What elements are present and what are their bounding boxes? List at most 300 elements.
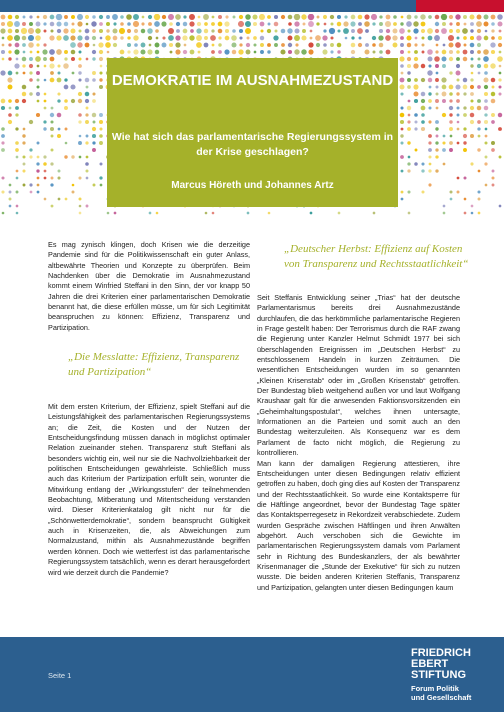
decor-dot (35, 56, 41, 62)
decor-dot (407, 85, 411, 89)
decor-dot (1, 22, 5, 26)
decor-dot (385, 21, 391, 27)
decor-dot (413, 84, 418, 89)
decor-dot (449, 127, 453, 131)
decor-dot (464, 198, 467, 201)
decor-dot (477, 57, 480, 60)
decor-dot (288, 50, 292, 54)
decor-dot (85, 120, 89, 124)
decor-dot (43, 22, 46, 25)
decor-dot (168, 28, 174, 34)
decor-dot (22, 64, 25, 67)
decor-dot (212, 16, 215, 19)
decor-dot (476, 21, 482, 27)
decor-dot (443, 212, 446, 215)
decor-dot (36, 43, 39, 46)
decor-dot (43, 127, 46, 130)
decor-dot (56, 35, 61, 40)
decor-dot (498, 127, 502, 131)
decor-dot (345, 37, 348, 40)
decor-dot (225, 29, 229, 33)
section-heading-herbst: „Deutscher Herbst: Effizienz auf Kosten von Transparenz und Rechtsstaatlichkeit“ (284, 243, 469, 270)
decor-dot (63, 63, 69, 69)
decor-dot (310, 212, 313, 215)
decor-dot (443, 44, 446, 47)
decor-dot (70, 35, 75, 40)
decor-dot (477, 190, 480, 193)
decor-dot (210, 35, 216, 41)
decor-dot (434, 56, 440, 62)
decor-dot (2, 58, 5, 61)
decor-dot (428, 120, 431, 123)
decor-dot (484, 71, 488, 75)
decor-dot (126, 14, 132, 20)
decor-dot (50, 127, 54, 131)
decor-dot (400, 120, 404, 124)
decor-dot (183, 50, 187, 54)
decor-dot (15, 29, 19, 33)
decor-dot (456, 92, 459, 95)
decor-dot (421, 162, 424, 165)
decor-dot (1, 106, 5, 110)
decor-dot (79, 205, 82, 208)
decor-dot (365, 43, 369, 47)
decor-dot (149, 44, 152, 47)
decor-dot (463, 148, 467, 152)
decor-dot (491, 22, 495, 26)
decor-dot (379, 29, 383, 33)
decor-dot (56, 14, 62, 20)
decor-dot (358, 15, 363, 20)
decor-dot (294, 35, 300, 41)
decor-dot (0, 28, 5, 33)
decor-dot (442, 99, 446, 103)
decor-dot (78, 71, 81, 74)
decor-dot (436, 72, 439, 75)
decor-dot (16, 177, 19, 180)
decor-dot (337, 43, 342, 48)
decor-dot (78, 141, 82, 145)
decor-dot (44, 30, 47, 33)
decor-dot (498, 92, 501, 95)
decor-dot (470, 64, 473, 67)
decor-dot (301, 49, 306, 54)
decor-dot (253, 36, 257, 40)
decor-dot (0, 70, 5, 75)
decor-dot (22, 36, 27, 41)
decor-dot (99, 141, 103, 145)
decor-dot (478, 198, 481, 201)
section-heading-messlatte: „Die Messlatte: Effizienz, Transparenz und Partizipation“ (68, 351, 240, 378)
decor-dot (36, 71, 40, 75)
decor-dot (37, 156, 40, 159)
decor-dot (428, 148, 432, 152)
decor-dot (400, 134, 403, 137)
decor-dot (8, 120, 12, 124)
decor-dot (212, 212, 215, 215)
decor-dot (218, 36, 221, 39)
decor-dot (456, 99, 460, 103)
decor-dot (400, 141, 403, 144)
decor-dot (274, 15, 278, 19)
decor-dot (337, 50, 340, 53)
decor-dot (64, 57, 67, 60)
decor-dot (456, 57, 460, 61)
decor-dot (414, 113, 418, 117)
decor-dot (449, 50, 453, 54)
decor-dot (484, 64, 489, 69)
decor-dot (64, 85, 69, 90)
decor-dot (477, 43, 481, 47)
decor-dot (1, 99, 6, 104)
decor-dot (100, 163, 103, 166)
decor-dot (421, 92, 426, 97)
decor-dot (43, 43, 46, 46)
decor-dot (499, 65, 502, 68)
decor-dot (267, 15, 271, 19)
decor-dot (463, 15, 467, 19)
decor-dot (15, 113, 18, 116)
decor-dot (204, 22, 208, 26)
decor-dot (120, 36, 123, 39)
decor-dot (7, 77, 12, 82)
decor-dot (85, 29, 90, 34)
decor-dot (385, 35, 391, 41)
decor-dot (477, 29, 481, 33)
decor-dot (245, 21, 251, 27)
decor-dot (322, 49, 327, 54)
decor-dot (478, 170, 481, 173)
decor-dot (421, 190, 424, 193)
decor-dot (401, 128, 404, 131)
decor-dot (379, 15, 382, 18)
decor-dot (351, 15, 356, 20)
decor-dot (21, 28, 27, 34)
decor-dot (196, 28, 201, 33)
decor-dot (22, 99, 26, 103)
page-number: Seite 1 (48, 671, 72, 680)
decor-dot (224, 21, 229, 26)
decor-dot (78, 176, 81, 179)
decor-dot (483, 77, 488, 82)
decor-dot (1, 148, 5, 152)
decor-dot (287, 28, 292, 33)
decor-dot (310, 30, 313, 33)
decor-dot (231, 42, 236, 47)
decor-dot (343, 28, 349, 34)
decor-dot (428, 183, 431, 186)
decor-dot (429, 163, 432, 166)
decor-dot (407, 141, 410, 144)
decor-dot (92, 99, 96, 103)
decor-dot (225, 36, 230, 41)
decor-dot (85, 162, 89, 166)
decor-dot (484, 162, 487, 165)
decor-dot (119, 28, 125, 34)
decor-dot (428, 15, 432, 19)
decor-dot (421, 127, 425, 131)
decor-dot (15, 127, 18, 130)
decor-dot (414, 120, 417, 123)
decor-dot (330, 36, 333, 39)
decor-dot (253, 22, 257, 26)
decor-dot (463, 92, 466, 95)
decor-dot (134, 43, 138, 47)
decor-dot (260, 22, 265, 27)
decor-dot (78, 99, 82, 103)
decor-dot (421, 43, 424, 46)
decor-dot (218, 43, 221, 46)
decor-dot (239, 43, 242, 46)
decor-dot (79, 198, 82, 201)
decor-dot (428, 78, 432, 82)
decor-dot (99, 57, 103, 61)
decor-dot (491, 176, 494, 179)
decor-dot (99, 78, 102, 81)
decor-dot (413, 21, 418, 26)
decor-dot (9, 184, 12, 187)
decor-dot (57, 64, 60, 67)
decor-dot (471, 212, 474, 215)
decor-dot (14, 35, 20, 41)
decor-dot (105, 42, 111, 48)
decor-dot (99, 29, 103, 33)
decor-dot (37, 177, 40, 180)
decor-dot (113, 22, 116, 25)
decor-dot (105, 35, 110, 40)
decor-dot (330, 22, 333, 25)
decor-dot (429, 86, 432, 89)
decor-dot (288, 15, 293, 20)
decor-dot (57, 29, 61, 33)
decor-dot (407, 64, 411, 68)
decor-dot (23, 128, 26, 131)
decor-dot (371, 14, 377, 20)
decor-dot (29, 148, 32, 151)
decor-dot (65, 198, 68, 201)
decor-dot (64, 22, 68, 26)
decor-dot (463, 85, 468, 90)
decor-dot (337, 22, 341, 26)
decor-dot (99, 134, 103, 138)
decor-dot (43, 120, 46, 123)
decor-dot (491, 15, 496, 20)
decor-dot (428, 169, 431, 172)
decor-dot (37, 79, 40, 82)
decor-dot (414, 92, 419, 97)
decor-dot (85, 92, 90, 97)
decor-dot (463, 127, 466, 130)
decor-dot (224, 49, 229, 54)
decor-dot (1, 190, 4, 193)
decor-dot (148, 36, 152, 40)
decor-dot (77, 21, 82, 26)
decor-dot (428, 134, 432, 138)
decor-dot (456, 78, 459, 81)
decor-dot (252, 14, 257, 19)
decor-dot (435, 155, 438, 158)
decor-dot (92, 15, 95, 18)
decor-dot (484, 36, 489, 41)
decor-dot (317, 16, 320, 19)
decor-dot (471, 72, 474, 75)
decor-dot (14, 63, 19, 68)
decor-dot (400, 92, 403, 95)
decor-dot (141, 29, 145, 33)
decor-dot (386, 15, 391, 20)
decor-dot (301, 35, 306, 40)
decor-dot (456, 22, 460, 26)
decor-dot (190, 29, 194, 33)
decor-dot (351, 43, 356, 48)
decor-dot (497, 56, 503, 62)
decor-dot (70, 28, 75, 33)
decor-dot (170, 51, 173, 54)
decor-dot (64, 78, 67, 81)
decor-dot (323, 43, 327, 47)
decor-dot (442, 92, 447, 97)
decor-dot (162, 15, 166, 19)
decor-dot (78, 113, 82, 117)
decor-dot (450, 135, 453, 138)
decor-dot (99, 120, 103, 124)
decor-dot (485, 128, 488, 131)
decor-dot (64, 99, 68, 103)
decor-dot (414, 99, 418, 103)
decor-dot (490, 63, 495, 68)
decor-dot (414, 50, 418, 54)
decor-dot (239, 29, 243, 33)
decor-dot (477, 120, 481, 124)
decor-dot (337, 29, 340, 32)
decor-dot (471, 58, 474, 61)
decor-dot (449, 92, 453, 96)
decor-dot (393, 22, 397, 26)
decor-dot (470, 162, 473, 165)
decor-dot (498, 43, 502, 47)
top-band-accent (416, 0, 504, 12)
decor-dot (407, 169, 410, 172)
decor-dot (413, 28, 418, 33)
decor-dot (420, 14, 425, 19)
decor-dot (98, 42, 103, 47)
decor-dot (463, 36, 467, 40)
decor-dot (268, 23, 271, 26)
decor-dot (498, 36, 502, 40)
decor-dot (449, 57, 453, 61)
decor-dot (78, 120, 81, 123)
decor-dot (455, 84, 460, 89)
decor-dot (401, 16, 404, 19)
decor-dot (294, 28, 299, 33)
decor-dot (484, 141, 487, 144)
decor-dot (477, 127, 480, 130)
decor-dot (8, 29, 13, 34)
decor-dot (2, 37, 5, 40)
decor-dot (456, 29, 460, 33)
decor-dot (86, 58, 89, 61)
decor-dot (8, 99, 12, 103)
decor-dot (407, 43, 411, 47)
decor-dot (133, 35, 138, 40)
decor-dot (400, 64, 404, 68)
decor-dot (491, 141, 495, 145)
decor-dot (37, 191, 40, 194)
decor-dot (441, 77, 446, 82)
decor-dot (476, 35, 481, 40)
decor-dot (308, 14, 315, 20)
decor-dot (85, 141, 88, 144)
decor-dot (449, 85, 454, 90)
decor-dot (483, 56, 489, 62)
decor-dot (408, 212, 411, 215)
decor-dot (93, 121, 96, 124)
decor-dot (50, 120, 53, 123)
decor-dot (288, 36, 293, 41)
decor-dot (37, 100, 40, 103)
decor-dot (112, 28, 117, 33)
decor-dot (99, 15, 103, 19)
decor-dot (301, 14, 306, 19)
decor-dot (44, 170, 47, 173)
decor-dot (15, 15, 19, 19)
decor-dot (44, 107, 47, 110)
decor-dot (464, 44, 467, 47)
decor-dot (393, 15, 397, 19)
decor-dot (141, 22, 144, 25)
decor-dot (92, 92, 95, 95)
decor-dot (485, 135, 488, 138)
decor-dot (198, 16, 201, 19)
decor-dot (469, 14, 474, 19)
decor-dot (498, 85, 501, 88)
decor-dot (29, 64, 33, 68)
decor-dot (400, 50, 404, 54)
decor-dot (386, 50, 391, 55)
decor-dot (71, 15, 75, 19)
decor-dot (162, 36, 165, 39)
decor-dot (15, 43, 20, 48)
decor-dot (44, 65, 47, 68)
decor-dot (373, 51, 376, 54)
decor-dot (350, 21, 355, 26)
paragraph-regierung: Man kann der damaligen Regierung attestieren, ihre Entscheidungen unter diesen Bedingungen relativ effizient getroffen zu haben, doch ging dies auf Kosten der Transparenz und der Rechtsstaatlichkeit. So wurde eine Kontaktsperre für die Häftlinge angeordnet, bevor der Bundestag Tage später das Kontaktsperregesetz in Rekordzeit verabschiedete. Zudem wurden Gespräche zwischen Häftlingen und ihren Anwälten abgehört. Auch verschoben sich die Gewichte im parlamentarischen Regierungssystem damals vom Parlament sehr in Richtung des Bundeskanzlers, der als bewährter Krisenmanager die „Stunde der Exekutive“ für sich zu nutzen wusste. Die beiden anderen Kriterien Steffanis, Transparenz und Partizipation, gelangten unter diesen Bedingungen kaum (257, 458, 460, 592)
decor-dot (64, 106, 68, 110)
decor-dot (99, 176, 102, 179)
decor-dot (100, 37, 103, 40)
decor-dot (16, 212, 19, 215)
decor-dot (36, 113, 40, 117)
decor-dot (2, 44, 5, 47)
decor-dot (386, 29, 390, 33)
decor-dot (477, 106, 482, 111)
decor-dot (359, 37, 362, 40)
decor-dot (413, 63, 418, 68)
decor-dot (91, 21, 96, 26)
decor-dot (106, 15, 110, 19)
decor-dot (407, 162, 410, 165)
decor-dot (441, 28, 447, 34)
decor-dot (351, 36, 354, 39)
decor-dot (435, 78, 439, 82)
decor-dot (231, 35, 237, 41)
decor-dot (449, 148, 453, 152)
decor-dot (23, 163, 26, 166)
decor-dot (324, 23, 327, 26)
decor-dot (246, 43, 250, 47)
decor-dot (183, 22, 187, 26)
decor-dot (273, 35, 278, 40)
